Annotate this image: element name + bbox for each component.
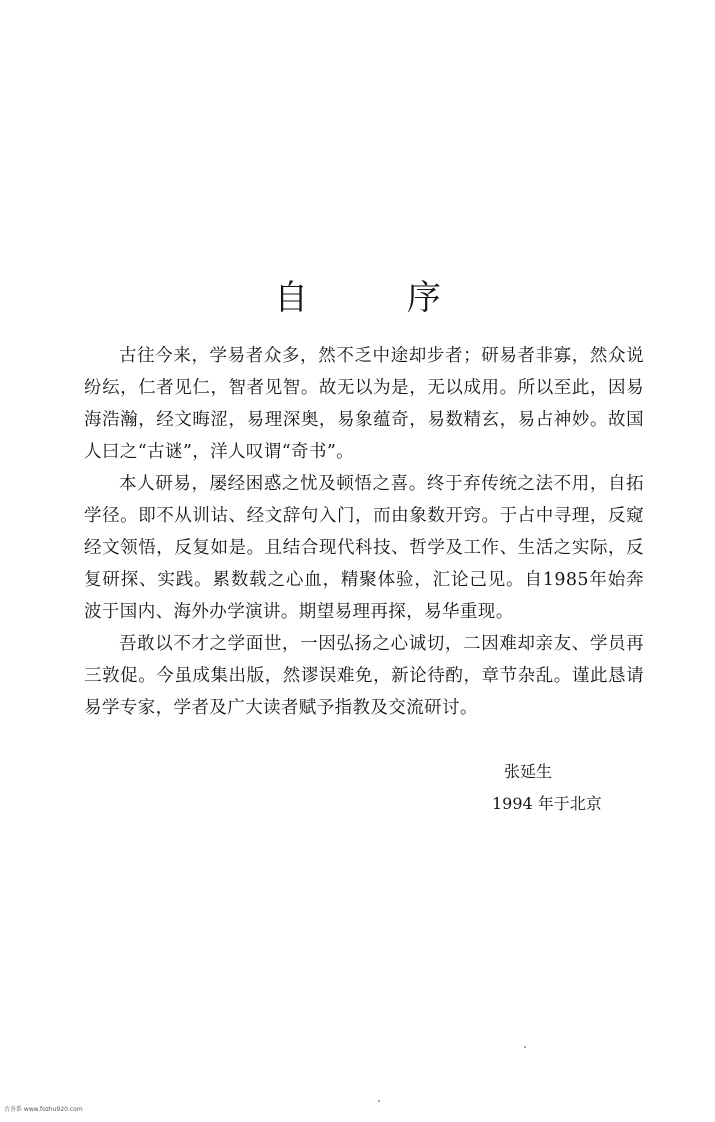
preface-body: [84, 340, 644, 724]
signature-date: 1994 年于北京: [492, 794, 602, 813]
scan-speck: [378, 1100, 380, 1102]
footer-watermark: 古善系 www.fozhu920.com: [4, 1106, 83, 1113]
paragraph-1: 古往今来，学易者众多，然不乏中途却步者；研易者非寡，然众说纷纭，仁者见仁，智者见智。故无以为是，无以成用。所以至此，因易海浩瀚，经文晦涩，易理深奥，易象蕴奇，易数精玄，易占神妙。故国人曰之“古谜”，洋人叹谓“奇书”。: [84, 346, 644, 462]
paragraph-2: 本人研易，屡经困惑之忧及顿悟之喜。终于弃传统之法不用，自拓学径。即不从训诂、经文辞句入门，而由象数开窍。于占中寻理，反窥经文领悟，反复如是。且结合现代科技、哲学及工作、生活之实际，反复研探、实践。累数载之心血，精聚体验，汇论己见。自1985年始奔波于国内、海外办学演讲。期望易理再探，易华重现。: [84, 474, 644, 622]
signature-block: [492, 756, 602, 820]
page-title: 自 序: [274, 278, 485, 318]
paragraph-3: 吾敢以不才之学面世，一因弘扬之心诚切，二因难却亲友、学员再三敦促。今虽成集出版，然谬误难免，新论待酌，章节杂乱。谨此恳请易学专家，学者及广大读者赋予指教及交流研讨。: [84, 634, 644, 718]
scan-speck: [524, 1046, 526, 1048]
author-name: 张延生: [504, 762, 553, 781]
